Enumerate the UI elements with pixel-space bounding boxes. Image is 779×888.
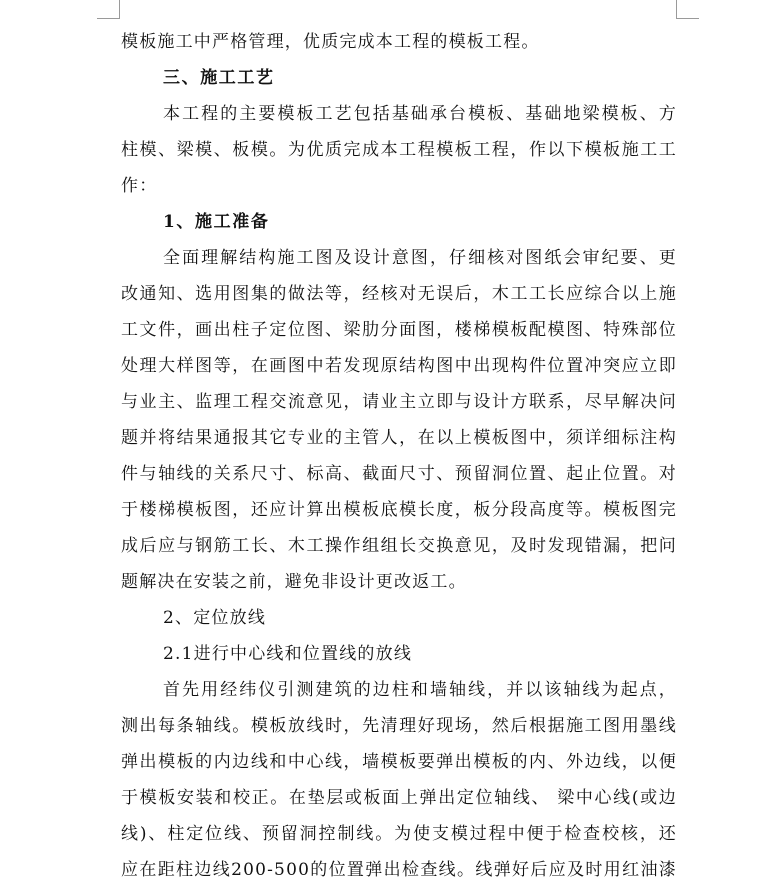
text-line: 作： [121,176,158,196]
section-heading: 三、施工工艺 [163,68,275,88]
text-line: 题并将结果通报其它专业的主管人，在以上模板图中，须详细标注构 [121,428,677,448]
text-line: 模板施工中严格管理，优质完成本工程的模板工程。 [121,32,540,52]
text-line: 与业主、监理工程交流意见，请业主立即与设计方联系，尽早解决问 [121,392,677,412]
paragraph-first-line: 首先用经纬仪引测建筑的边柱和墙轴线，并以该轴线为起点， [163,680,677,700]
text-line: 柱模、梁模、板模。为优质完成本工程模板工程，作以下模板施工工 [121,140,677,160]
text-line: 工文件，画出柱子定位图、梁肋分面图，楼梯模板配模图、特殊部位 [121,320,677,340]
text-line: 弹出模板的内边线和中心线，墙模板要弹出模板的内、外边线，以便 [121,752,677,772]
subsection-heading: 1、施工准备 [163,212,270,232]
text-line: 改通知、选用图集的做法等，经核对无误后，木工工长应综合以上施 [121,284,677,304]
document-body [121,24,677,888]
text-line: 成后应与钢筋工长、木工操作组组长交换意见，及时发现错漏，把问 [121,536,677,556]
text-line: 题解决在安装之前，避免非设计更改返工。 [121,572,467,592]
text-line: 于楼梯模板图，还应计算出模板底模长度，板分段高度等。模板图完 [121,500,677,520]
paragraph-first-line: 全面理解结构施工图及设计意图，仔细核对图纸会审纪要、更 [163,248,677,268]
text-line: 线)、柱定位线、预留洞控制线。为使支模过程中便于检查校核，还 [121,824,677,844]
margin-corner-mark-left [97,0,120,19]
text-line: 测出每条轴线。模板放线时，先清理好现场，然后根据施工图用墨线 [121,716,677,736]
text-line: 于模板安装和校正。在垫层或板面上弹出定位轴线、 梁中心线(或边 [121,788,677,808]
margin-corner-mark-right [676,0,699,19]
paragraph-first-line: 本工程的主要模板工艺包括基础承台模板、基础地梁模板、方 [163,104,677,124]
text-line: 件与轴线的关系尺寸、标高、截面尺寸、预留洞位置、起止位置。对 [121,464,677,484]
text-line: 应在距柱边线200-500的位置弹出检查线。线弹好后应及时用红油漆 [121,860,677,880]
subsection-heading: 2、定位放线 [163,608,267,628]
text-line: 处理大样图等，在画图中若发现原结构图中出现构件位置冲突应立即 [121,356,677,376]
sub-subsection-heading: 2.1进行中心线和位置线的放线 [163,644,413,664]
